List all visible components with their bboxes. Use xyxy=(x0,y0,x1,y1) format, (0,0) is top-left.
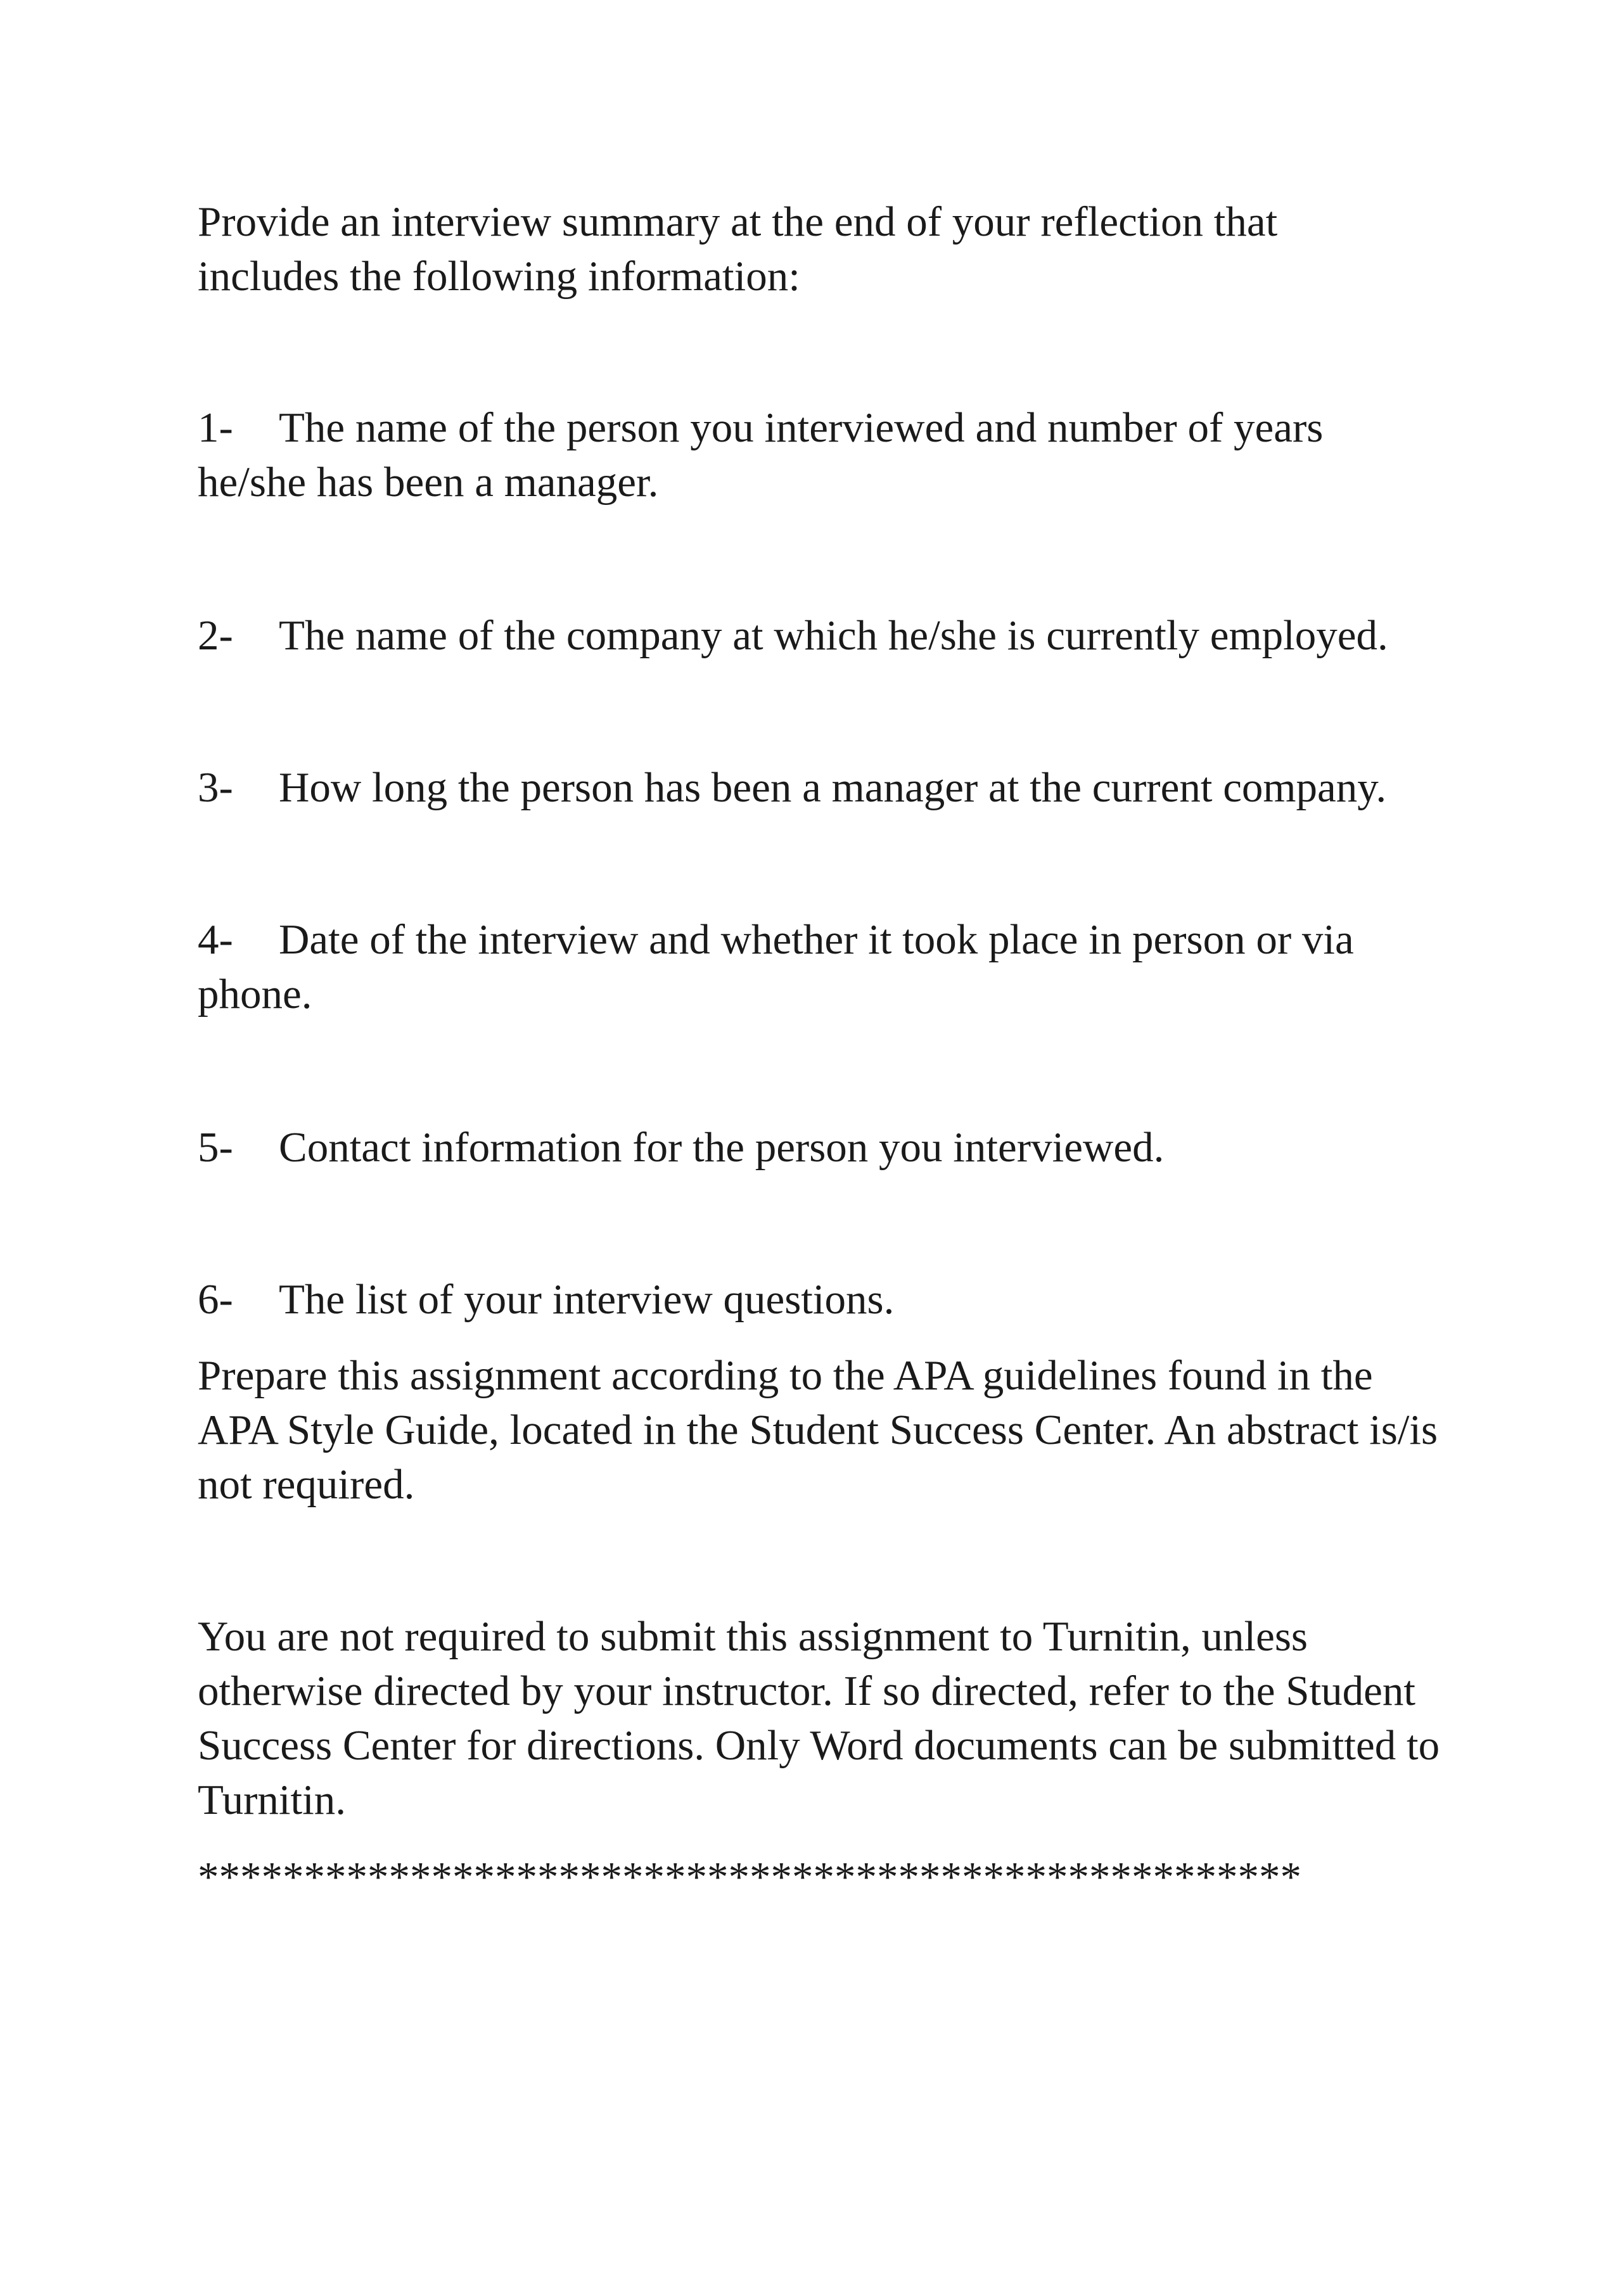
turnitin-paragraph: You are not required to submit this assignment to Turnitin, unless otherwise directed by your instructor. If so directed, refer to the Student Success Center for directions. Only Word documents can be submitted to Turnitin. xyxy=(198,1613,1440,1823)
asterisk-separator: **************************************************** xyxy=(198,1854,1301,1901)
list-item-text: The name of the person you interviewed and number of years he/she has been a manager. xyxy=(198,404,1324,506)
list-item-4 xyxy=(198,912,1402,1021)
list-item-number: 1- xyxy=(198,404,233,451)
list-item-number: 6- xyxy=(198,1276,233,1323)
list-item-6 xyxy=(198,1272,1452,1327)
list-item-1 xyxy=(198,400,1402,509)
list-item-3 xyxy=(198,760,1452,815)
list-item-2 xyxy=(198,608,1452,663)
list-item-number: 4- xyxy=(198,916,233,963)
list-item-5 xyxy=(198,1120,1452,1175)
list-item-text: How long the person has been a manager at the current company. xyxy=(279,764,1387,811)
list-item-text: The name of the company at which he/she is currently employed. xyxy=(279,612,1388,659)
list-item-text: Date of the interview and whether it took place in person or via phone. xyxy=(198,916,1354,1017)
list-item-number: 5- xyxy=(198,1124,233,1171)
intro-paragraph: Provide an interview summary at the end of your reflection that includes the following information: xyxy=(198,198,1278,300)
list-item-number: 3- xyxy=(198,764,233,811)
list-item-text: Contact information for the person you interviewed. xyxy=(279,1124,1165,1171)
list-item-text: The list of your interview questions. xyxy=(279,1276,895,1323)
list-item-number: 2- xyxy=(198,612,233,659)
apa-paragraph: Prepare this assignment according to the APA guidelines found in the APA Style Guide, located in the Student Success Center. An abstract is/is not required. xyxy=(198,1352,1438,1508)
